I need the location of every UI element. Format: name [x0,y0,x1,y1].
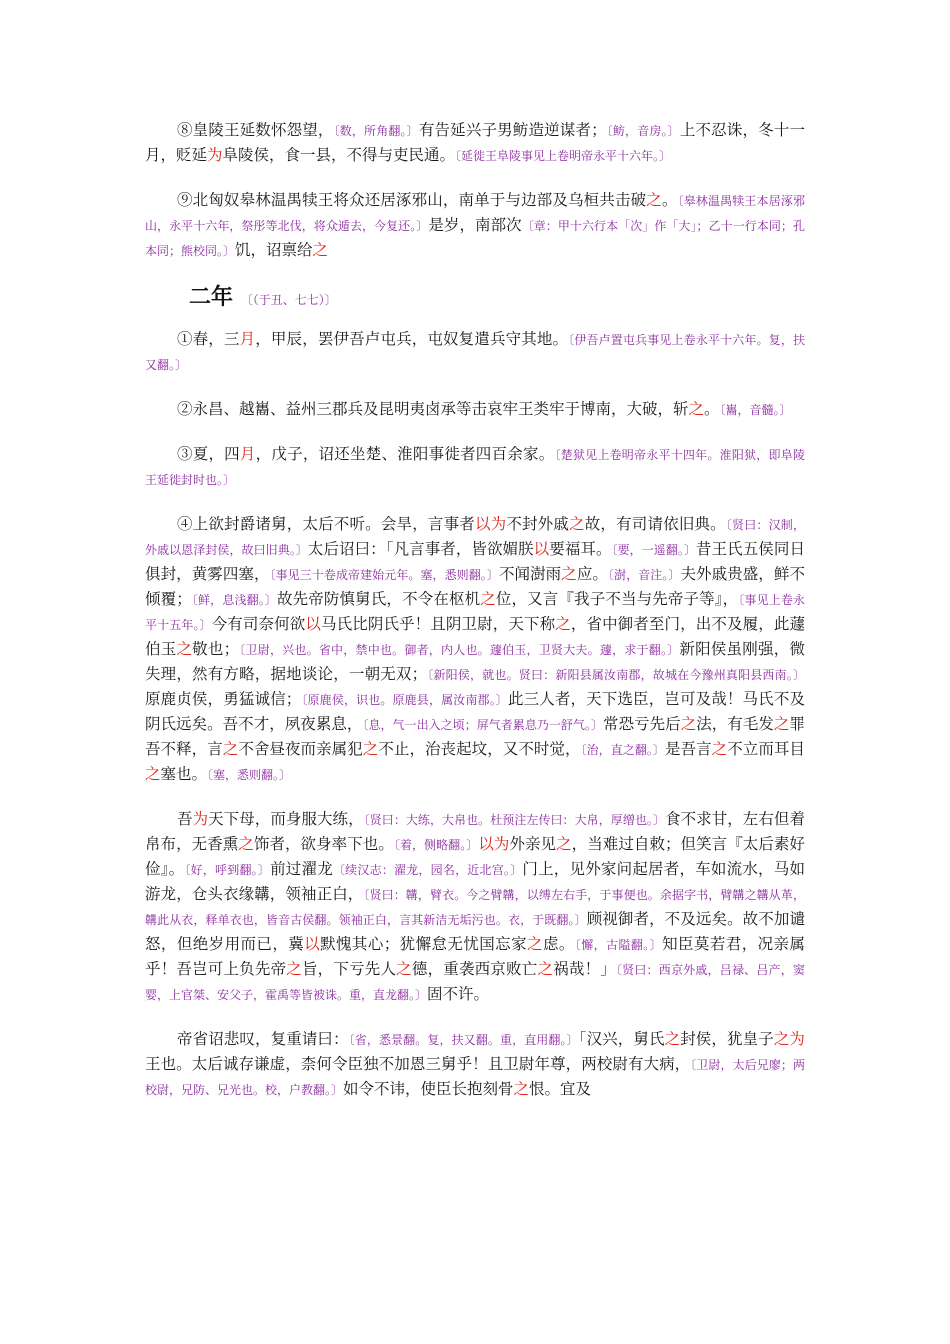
highlighted-word: 为 [207,146,223,164]
highlighted-word: 之 [222,740,239,758]
highlighted-word: 以 [304,935,321,953]
commentary-note: 〔贤曰：汉制，外戚以恩泽封侯，故曰旧典。〕 [145,518,805,557]
text-run: ，戊子，诏还坐楚、淮阳事徙者四百余家。 [255,445,555,463]
highlighted-word: 之 [480,590,496,608]
heading-title: 二年 [189,285,234,310]
paragraph-q6 [145,1027,805,1102]
text-run: 应。 [576,565,608,583]
text-run: 塞也。 [160,765,208,783]
highlighted-word: 之 [646,191,662,209]
commentary-note: 〔着，侧略翻。〕 [393,838,479,852]
text-run: ④上欲封爵诸舅，太后不听。会旱，言事者 [177,515,475,533]
paragraph-q3 [145,442,805,492]
text-run: 阜陵侯，食一县，不得与吏民通。 [222,146,456,164]
highlighted-word: 之 [238,835,254,853]
text-run: 天下母，而身服大练， [208,810,364,828]
text-run: 恨。宜及 [529,1080,592,1098]
paragraph-p9 [145,188,805,263]
text-run: 饥，诏禀给 [235,241,313,259]
highlighted-word: 以 [305,615,321,633]
text-run: 敬也； [192,640,240,658]
text-run: 不闻澍雨 [498,565,562,583]
commentary-note: 〔贤曰：大练，大帛也。杜预注左传曰：大帛，厚缯也。〕 [363,813,666,827]
commentary-note: 〔章：甲十六行本「次」作「大」；乙十一行本同；孔本同；熊校同。〕 [145,219,805,258]
text-run: 原鹿贞侯，勇猛诚信； [145,690,302,708]
commentary-note: 〔懈，古隘翻。〕 [574,938,663,952]
highlighted-word: 以 [533,540,550,558]
commentary-note: 〔事见上卷永平十五年。〕 [145,593,805,632]
text-run: 默愧其心；犹懈怠无忧国忘家 [320,935,528,953]
paragraph-q2 [145,397,805,422]
text-run: 吾 [177,810,193,828]
text-run: 罪吾不释，言 [145,715,805,758]
highlighted-word: 之 [396,960,412,978]
highlighted-word: 之 [556,835,572,853]
text-run: ②永昌、越巂、益州三郡兵及昆明夷卤承等击哀牢王类牢于博南，大破，斩 [177,400,689,418]
highlighted-word: 之为 [773,1030,805,1048]
text-run: 顾视御者，不及远矣。故不加谴怒，但绝岁用而已，冀 [145,910,805,953]
text-run: 王也。太后诚存谦虚，柰何令臣独不加恩三舅乎！且卫尉年尊，两校尉有大病， [145,1055,691,1073]
commentary-note: 〔省，悉景翻。复，扶又翻。重，直用翻。〕 [348,1033,579,1047]
highlighted-word: 月 [239,445,256,463]
highlighted-word: 之 [145,765,161,783]
highlighted-word: 为 [192,810,209,828]
commentary-note: 〔巂，音髓。〕 [719,403,792,417]
highlighted-word: 之 [176,640,193,658]
text-run: 昔王氏五侯同日俱封，黄雾四塞， [145,540,805,583]
highlighted-word: 之 [664,1030,681,1048]
text-run: 不立而耳目 [727,740,805,758]
text-run: 太后诏曰：「凡言事者，皆欲媚朕 [307,540,534,558]
highlighted-word: 之 [362,740,379,758]
text-run: 有告延兴子男鲂造逆谋者； [418,121,607,139]
document-page [145,118,805,1122]
commentary-note: 〔伊吾卢置屯兵事见上卷永平十六年。复，扶又翻。〕 [145,333,805,372]
commentary-note: 〔塞，悉则翻。〕 [207,768,292,782]
commentary-note: 〔卫尉，兴也。省中，禁中也。御者，内人也。蘧伯玉，卫贤大夫。蘧，求于翻。〕 [239,643,680,657]
highlighted-word: 之 [537,960,554,978]
text-run: ⑧皇陵王延数怀怨望， [177,121,334,139]
commentary-note: 〔卫尉，太后兄廖；两校尉，兄防、兄光也。校，户教翻。〕 [145,1058,805,1097]
text-run: 不舍昼夜而亲属犯 [238,740,363,758]
commentary-note: 〔楚狱见上卷明帝永平十四年。淮阳狱，即阜陵王延徙封时也。〕 [145,448,805,487]
text-run: 前过濯龙 [270,860,333,878]
text-run: 故先帝防慎舅氏，不令在枢机 [277,590,481,608]
highlighted-word: 之 [680,715,697,733]
text-run: ，甲辰，罢伊吾卢屯兵，屯奴复遣兵守其地。 [255,330,569,348]
paragraph-p8 [145,118,805,168]
commentary-note: 〔贤曰：西京外戚，吕禄、吕产，窦婴，上官桀、安父子，霍禹等皆被诛。重，直龙翻。〕 [145,963,805,1002]
text-run: 帝省诏悲叹，复重请曰： [177,1030,349,1048]
text-run: 今有司奈何欲 [211,615,306,633]
highlighted-word: 之 [555,615,571,633]
year-one-section [145,118,805,263]
commentary-note: 〔鲂，音房。〕 [606,124,680,138]
commentary-note: 〔澍，音注。〕 [607,568,681,582]
heading-note: 〔（于丑、七七）〕 [240,293,337,307]
text-run: ①春，三 [177,330,240,348]
commentary-note: 〔数，所角翻。〕 [333,124,419,138]
paragraph-q4 [145,512,805,787]
text-run: 此三人者，天下选臣，岂可及哉！马氏不及阴氏远矣。吾不才，夙夜累息， [145,690,805,733]
text-run: 是吾言 [664,740,712,758]
highlighted-word: 之 [773,715,790,733]
text-run: ，当难过自敕；但笑言『太后素好俭』。 [145,835,805,878]
text-run: 新阳侯虽刚强，微失理，然有方略，据地谈论，一朝无双； [145,640,805,683]
text-run: ③夏，四 [177,445,240,463]
text-run: 不封外戚 [506,515,570,533]
text-run: 知臣莫若君，况亲属乎！吾岂可上负先帝 [145,935,805,978]
highlighted-word: 以为 [478,835,510,853]
commentary-note: 〔续汉志：濯龙，园名，近北宫。〕 [332,863,523,877]
commentary-note: 〔事见三十卷成帝建始元年。塞，悉则翻。〕 [269,568,499,582]
text-run: 德，重袭西京败亡 [411,960,538,978]
text-run: 。 [704,400,720,418]
paragraph-q5 [145,807,805,1007]
text-run: 。 [661,191,678,209]
highlighted-word: 以为 [474,515,507,533]
text-run: 祸哉！」 [553,960,616,978]
text-run: ⑨北匈奴皋林温禺犊王将众还居涿邪山，南单于与边部及乌桓共击破 [177,191,647,209]
year-two-section [145,327,805,1102]
highlighted-word: 之 [569,515,585,533]
commentary-note: 〔原鹿侯，识也。原鹿县，属汝南郡。〕 [301,693,508,707]
commentary-note: 〔延徙王阜陵事见上卷明帝永平十六年。〕 [455,149,672,163]
text-run: 虑。 [542,935,575,953]
text-run: 饰者，欲身率下也。 [253,835,394,853]
text-run: 固不许。 [427,985,490,1003]
text-run: 门上，见外家问起居者，车如流水，马如游龙，仓头衣缘韝，领袖正白， [145,860,805,903]
highlighted-word: 之 [312,241,329,259]
text-run: 旨，下亏先人 [301,960,397,978]
commentary-note: 〔贤曰：韝，臂衣。今之臂韝，以缚左右手，于事便也。余据字书，臂韝之韝从革，韝此从衣，释单衣也，皆音古侯翻。领袖正白，言其新洁无垢污也。衣，于既翻。〕 [145,888,805,927]
commentary-note: 〔要，一遥翻。〕 [611,543,697,557]
text-run: 是岁，南部次 [428,216,522,234]
text-run: 「汉兴，舅氏 [578,1030,665,1048]
text-run: 不止，治丧起坟，又不时觉， [378,740,581,758]
text-run: 位，又言『我子不当与先帝子等』， [495,590,739,608]
text-run: 马氏比阴氏乎！且阴卫尉，天下称 [321,615,556,633]
text-run: 上不忍诛，冬十一月，贬延 [145,121,805,164]
text-run: 如令不讳，使臣长抱刻骨 [343,1080,514,1098]
highlighted-word: 月 [239,330,256,348]
commentary-note: 〔皋林温禺犊王本居涿邪山，永平十六年，祭彤等北伐，将众遁去，今复还。〕 [145,194,805,233]
highlighted-word: 之 [711,740,728,758]
highlighted-word: 之 [688,400,705,418]
text-run: 夫外戚贵盛，鲜不倾覆； [145,565,805,608]
text-run: 故，有司请依旧典。 [584,515,726,533]
text-run: 常恐亏先后 [603,715,681,733]
commentary-note: 〔新阳侯，就也。贤曰：新阳县属汝南郡，故城在今豫州真阳县西南。〕 [427,668,805,682]
highlighted-word: 之 [527,935,543,953]
text-run: ，省中御者至门，出不及履，此蘧伯玉 [145,615,805,658]
text-run: 法，有毛发 [696,715,774,733]
highlighted-word: 之 [513,1080,530,1098]
text-run: 要福耳。 [549,540,612,558]
highlighted-word: 之 [286,960,302,978]
commentary-note: 〔好，呼到翻。〕 [184,863,271,877]
text-run: 外亲见 [509,835,557,853]
commentary-note: 〔息，气一出入之顷；屏气者累息乃一舒气。〕 [362,718,604,732]
commentary-note: 〔治，直之翻。〕 [580,743,665,757]
text-run: 食不求甘，左右但着帛布，无香熏 [145,810,805,853]
text-run: 封侯，犹皇子 [680,1030,774,1048]
paragraph-q1 [145,327,805,377]
highlighted-word: 之 [561,565,577,583]
commentary-note: 〔鲜，息浅翻。〕 [191,593,277,607]
section-heading [189,283,805,313]
